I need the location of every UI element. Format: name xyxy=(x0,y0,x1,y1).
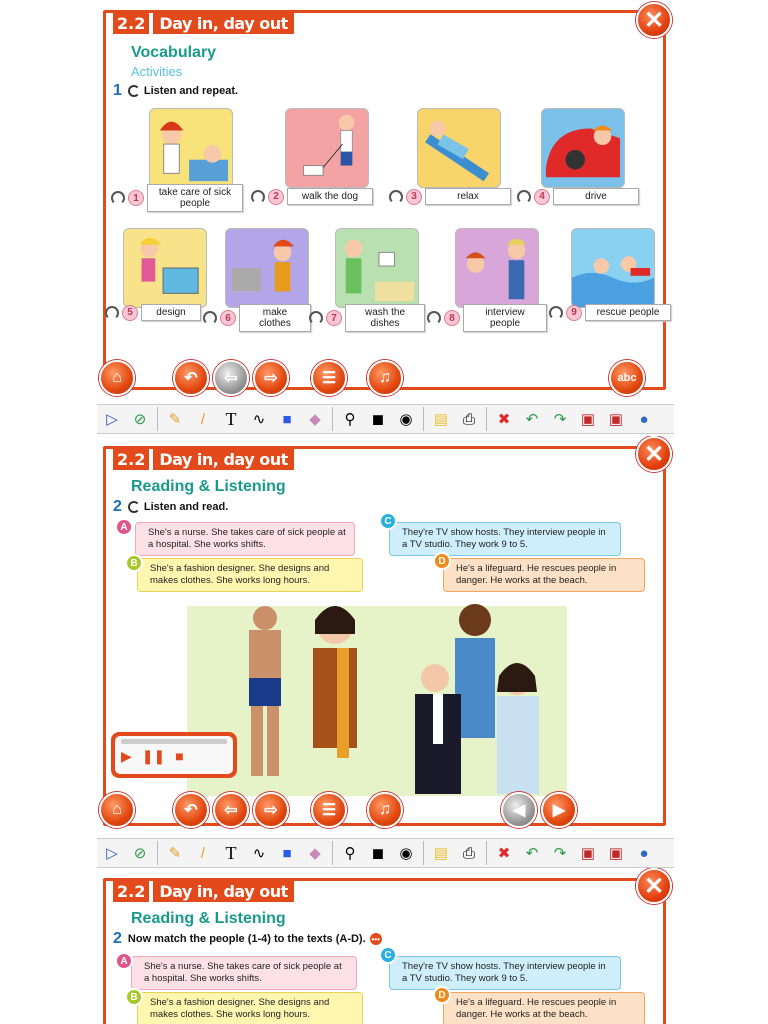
item-label: wash the dishes xyxy=(345,304,425,332)
play-icon[interactable]: ▷ xyxy=(106,411,118,428)
exercise-number: 1 xyxy=(113,82,122,99)
audio-player xyxy=(111,732,237,778)
item-number: 9 xyxy=(566,305,582,321)
item-label: interview people xyxy=(463,304,547,332)
play-icon[interactable]: ▶ xyxy=(121,748,132,764)
highlighter-icon[interactable]: / xyxy=(200,844,206,862)
item-number: 8 xyxy=(444,310,460,326)
next-page-button[interactable]: ⇨ xyxy=(253,360,289,396)
divider xyxy=(486,407,487,431)
letter-c-badge: C xyxy=(379,946,397,964)
zoom-icon[interactable]: ⚲ xyxy=(344,845,356,862)
next-slide-button[interactable]: ▶ xyxy=(541,792,577,828)
audio-progress-track[interactable] xyxy=(121,739,227,744)
stop-icon[interactable]: ■ xyxy=(175,748,184,764)
vocab-item-8[interactable] xyxy=(427,304,547,332)
headphones-icon[interactable] xyxy=(389,190,403,204)
item-label: make clothes xyxy=(239,304,311,332)
text-c: They're TV show hosts. They interview people in a TV studio. They work 9 to 5. xyxy=(389,522,621,556)
vocab-item-1[interactable] xyxy=(111,184,243,212)
camera-icon[interactable]: ◼ xyxy=(371,411,385,428)
eraser-icon[interactable]: ⊘ xyxy=(133,411,147,428)
text-d: He's a lifeguard. He rescues people in danger. He works at the beach. xyxy=(443,992,645,1024)
print-icon[interactable]: ⎙ xyxy=(462,410,475,428)
vocabulary-panel xyxy=(97,0,674,402)
text-a: She's a nurse. She takes care of sick people at a hospital. She works shifts. xyxy=(135,522,355,556)
picture-rescue xyxy=(571,228,655,308)
headphones-icon[interactable] xyxy=(549,306,563,320)
instruction-text: Now match the people (1-4) to the texts (A-D). xyxy=(127,933,366,945)
section-heading: Reading & Listening xyxy=(131,910,286,927)
text-c: They're TV show hosts. They interview people in a TV studio. They work 9 to 5. xyxy=(389,956,621,990)
abc-button[interactable]: abc xyxy=(609,360,645,396)
picture-walk-dog xyxy=(285,108,369,188)
save-as-icon[interactable]: ▣ xyxy=(608,845,624,862)
headphones-icon[interactable] xyxy=(105,306,119,320)
drawing-toolbar xyxy=(97,838,674,868)
redo-icon[interactable]: ↷ xyxy=(553,845,567,862)
unit-tab xyxy=(113,448,294,470)
text-a: She's a nurse. She takes care of sick people at a hospital. She works shifts. xyxy=(131,956,357,990)
item-label: relax xyxy=(425,188,511,205)
note-icon[interactable]: ▤ xyxy=(433,845,449,862)
globe-icon[interactable]: ● xyxy=(639,410,649,428)
globe-icon[interactable]: ● xyxy=(639,844,649,862)
picture-design xyxy=(123,228,207,308)
color-icon[interactable]: ■ xyxy=(282,410,292,428)
pencil-icon[interactable]: ✎ xyxy=(168,845,182,862)
menu-list-button[interactable]: ☰ xyxy=(311,360,347,396)
text-tool[interactable]: T xyxy=(225,842,237,863)
letter-b-badge: B xyxy=(125,988,143,1006)
section-heading: Reading & Listening xyxy=(131,478,286,495)
item-label: take care of sick people xyxy=(147,184,243,212)
exercise-number: 2 xyxy=(113,930,122,947)
headphones-icon[interactable] xyxy=(517,190,531,204)
pencil-icon[interactable]: ✎ xyxy=(168,411,182,428)
vocab-item-6[interactable] xyxy=(203,304,311,332)
item-number: 2 xyxy=(268,189,284,205)
highlighter-icon[interactable]: / xyxy=(200,410,206,428)
delete-icon[interactable]: ✖ xyxy=(497,411,511,428)
letter-d-badge: D xyxy=(433,986,451,1004)
headphones-icon[interactable] xyxy=(111,191,125,205)
item-label: design xyxy=(141,304,201,321)
curve-icon[interactable]: ∿ xyxy=(252,845,266,862)
text-b: She's a fashion designer. She designs and makes clothes. She works long hours. xyxy=(137,992,363,1024)
divider xyxy=(423,841,424,865)
close-button[interactable]: ✕ xyxy=(636,436,672,472)
headphones-icon[interactable] xyxy=(309,311,323,325)
undo-icon[interactable]: ↶ xyxy=(525,845,539,862)
unit-number: 2.2 xyxy=(113,881,149,902)
redo-icon[interactable]: ↷ xyxy=(553,411,567,428)
divider xyxy=(423,407,424,431)
vocab-item-5[interactable] xyxy=(105,304,201,321)
divider xyxy=(157,841,158,865)
home-button[interactable]: ⌂ xyxy=(99,360,135,396)
instruction xyxy=(113,82,238,100)
item-number: 3 xyxy=(406,189,422,205)
close-button[interactable]: ✕ xyxy=(636,868,672,904)
text-d: He's a lifeguard. He rescues people in danger. He works at the beach. xyxy=(443,558,645,592)
divider xyxy=(332,841,333,865)
unit-tab xyxy=(113,880,294,902)
reading-panel xyxy=(97,436,674,836)
item-number: 6 xyxy=(220,310,236,326)
camera-icon[interactable]: ◼ xyxy=(371,845,385,862)
prev-slide-button[interactable]: ◀ xyxy=(501,792,537,828)
more-icon[interactable]: ••• xyxy=(371,934,380,944)
letter-d-badge: D xyxy=(433,552,451,570)
letter-a-badge: A xyxy=(115,518,133,536)
note-icon[interactable]: ▤ xyxy=(433,411,449,428)
pause-icon[interactable]: ❚❚ xyxy=(141,748,166,764)
undo-icon[interactable]: ↶ xyxy=(525,411,539,428)
erase-icon[interactable]: ◆ xyxy=(309,845,321,862)
unit-number: 2.2 xyxy=(113,13,149,34)
unit-number: 2.2 xyxy=(113,449,149,470)
picture-relax xyxy=(417,108,501,188)
save-icon[interactable]: ▣ xyxy=(580,845,596,862)
close-button[interactable]: ✕ xyxy=(636,2,672,38)
eraser-icon[interactable]: ⊘ xyxy=(133,845,147,862)
people-photo xyxy=(187,596,567,796)
menu-list-button[interactable]: ☰ xyxy=(311,792,347,828)
listen-icon xyxy=(128,85,140,97)
picture-interview xyxy=(455,228,539,308)
text-tool[interactable]: T xyxy=(225,408,237,429)
unit-title: Day in, day out xyxy=(153,881,293,902)
audio-button[interactable]: ♫ xyxy=(367,360,403,396)
headphones-icon[interactable] xyxy=(251,190,265,204)
divider xyxy=(486,841,487,865)
vocab-item-9[interactable] xyxy=(549,304,671,321)
erase-icon[interactable]: ◆ xyxy=(309,411,321,428)
instruction-text: Listen and read. xyxy=(143,501,229,513)
print-icon[interactable]: ⎙ xyxy=(462,844,475,862)
unit-title: Day in, day out xyxy=(153,449,293,470)
instruction-text: Listen and repeat. xyxy=(143,85,239,97)
zoom-icon[interactable]: ⚲ xyxy=(344,411,356,428)
letter-a-badge: A xyxy=(115,952,133,970)
picture-make-clothes xyxy=(225,228,309,308)
divider xyxy=(332,407,333,431)
text-b: She's a fashion designer. She designs and makes clothes. She works long hours. xyxy=(137,558,363,592)
letter-c-badge: C xyxy=(379,512,397,530)
headphones-icon[interactable] xyxy=(203,311,217,325)
item-number: 4 xyxy=(534,189,550,205)
save-as-icon[interactable]: ▣ xyxy=(608,411,624,428)
instruction xyxy=(113,930,382,948)
vocab-item-4[interactable] xyxy=(517,188,639,205)
exercise-number: 2 xyxy=(113,498,122,515)
section-subheading: Activities xyxy=(131,64,183,79)
matching-panel xyxy=(97,868,674,1024)
drawing-toolbar xyxy=(97,404,674,434)
item-number: 7 xyxy=(326,310,342,326)
vocab-item-3[interactable] xyxy=(389,188,511,205)
vocab-item-2[interactable] xyxy=(251,188,373,205)
next-page-button[interactable]: ⇨ xyxy=(253,792,289,828)
prev-page-button[interactable]: ⇦ xyxy=(213,360,249,396)
instruction xyxy=(113,498,228,516)
item-number: 1 xyxy=(128,190,144,206)
play-icon[interactable]: ▷ xyxy=(106,845,118,862)
letter-b-badge: B xyxy=(125,554,143,572)
save-icon[interactable]: ▣ xyxy=(580,411,596,428)
item-label: drive xyxy=(553,188,639,205)
item-number: 5 xyxy=(122,305,138,321)
back-button[interactable]: ↶ xyxy=(173,360,209,396)
item-label: rescue people xyxy=(585,304,671,321)
picture-wash-dishes xyxy=(335,228,419,308)
unit-tab xyxy=(113,12,294,34)
listen-icon xyxy=(128,501,140,513)
divider xyxy=(157,407,158,431)
eye-icon[interactable]: ◉ xyxy=(399,845,413,862)
back-button[interactable]: ↶ xyxy=(173,792,209,828)
picture-take-care xyxy=(149,108,233,188)
section-heading: Vocabulary xyxy=(131,44,217,61)
vocab-item-7[interactable] xyxy=(309,304,425,332)
color-icon[interactable]: ■ xyxy=(282,844,292,862)
curve-icon[interactable]: ∿ xyxy=(252,411,266,428)
delete-icon[interactable]: ✖ xyxy=(497,845,511,862)
home-button[interactable]: ⌂ xyxy=(99,792,135,828)
prev-page-button[interactable]: ⇦ xyxy=(213,792,249,828)
item-label: walk the dog xyxy=(287,188,373,205)
headphones-icon[interactable] xyxy=(427,311,441,325)
eye-icon[interactable]: ◉ xyxy=(399,411,413,428)
picture-drive xyxy=(541,108,625,188)
unit-title: Day in, day out xyxy=(153,13,293,34)
audio-button[interactable]: ♫ xyxy=(367,792,403,828)
